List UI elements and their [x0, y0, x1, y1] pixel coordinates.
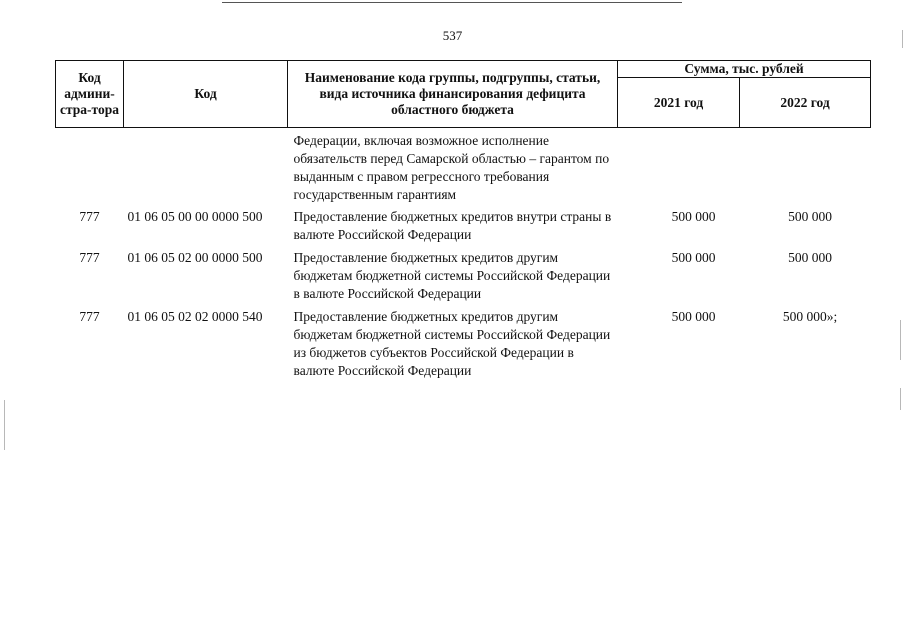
- cell-code: 01 06 05 00 00 0000 500: [127, 209, 263, 224]
- cell-name: Предоставление бюджетных кредитов другим бюджетам бюджетной системы Российской Федерации из бюджетов субъектов Российской Федерации в валюте Российской Федерации: [293, 309, 611, 378]
- cell-amount-2021: 500 000: [671, 250, 716, 265]
- header-admin-code: Код админи-стра-тора: [56, 61, 124, 128]
- scan-artifact: [900, 388, 901, 410]
- table-row-continuation: [56, 128, 871, 209]
- cell-amount-2022: 500 000: [788, 250, 832, 265]
- cell-admin-code: 777: [79, 250, 100, 265]
- cell-amount-2021: 500 000: [671, 309, 716, 324]
- table-row: [56, 208, 871, 249]
- cell-empty: [618, 128, 740, 209]
- cell-empty: [56, 128, 124, 209]
- header-name: Наименование кода группы, подгруппы, статьи, вида источника финансирования дефицита областного бюджета: [288, 61, 618, 128]
- cell-empty: [740, 128, 871, 209]
- cell-admin-code: 777: [79, 309, 100, 324]
- table-row: [56, 308, 871, 385]
- cell-name-continuation: Федерации, включая возможное исполнение обязательств перед Самарской областью – гарантом по выданным с правом регрессного требования государственным гарантиям: [293, 133, 610, 202]
- table-row: [56, 249, 871, 308]
- table-body: [56, 128, 871, 386]
- cell-code: 01 06 05 02 00 0000 500: [127, 250, 263, 265]
- cell-empty: [124, 128, 288, 209]
- cell-amount-2022: 500 000: [788, 209, 832, 224]
- scan-artifact: [902, 30, 903, 48]
- scan-artifact: [900, 320, 901, 360]
- cell-amount-2021: 500 000: [671, 209, 716, 224]
- top-rule: [222, 2, 682, 3]
- cell-code: 01 06 05 02 02 0000 540: [127, 309, 263, 324]
- scan-artifact: [4, 400, 5, 450]
- cell-name: Предоставление бюджетных кредитов другим бюджетам бюджетной системы Российской Федерации в валюте Российской Федерации: [293, 250, 611, 301]
- table-header: [56, 61, 871, 128]
- budget-sources-table: [55, 60, 871, 385]
- cell-amount-2022: 500 000»;: [782, 309, 838, 324]
- header-sum: Сумма, тыс. рублей: [618, 61, 871, 78]
- header-year-2022: 2022 год: [740, 78, 871, 128]
- page-number: 537: [442, 28, 463, 43]
- cell-name: Предоставление бюджетных кредитов внутри страны в валюте Российской Федерации: [293, 209, 612, 242]
- cell-admin-code: 777: [79, 209, 100, 224]
- header-year-2021: 2021 год: [618, 78, 740, 128]
- header-code: Код: [124, 61, 288, 128]
